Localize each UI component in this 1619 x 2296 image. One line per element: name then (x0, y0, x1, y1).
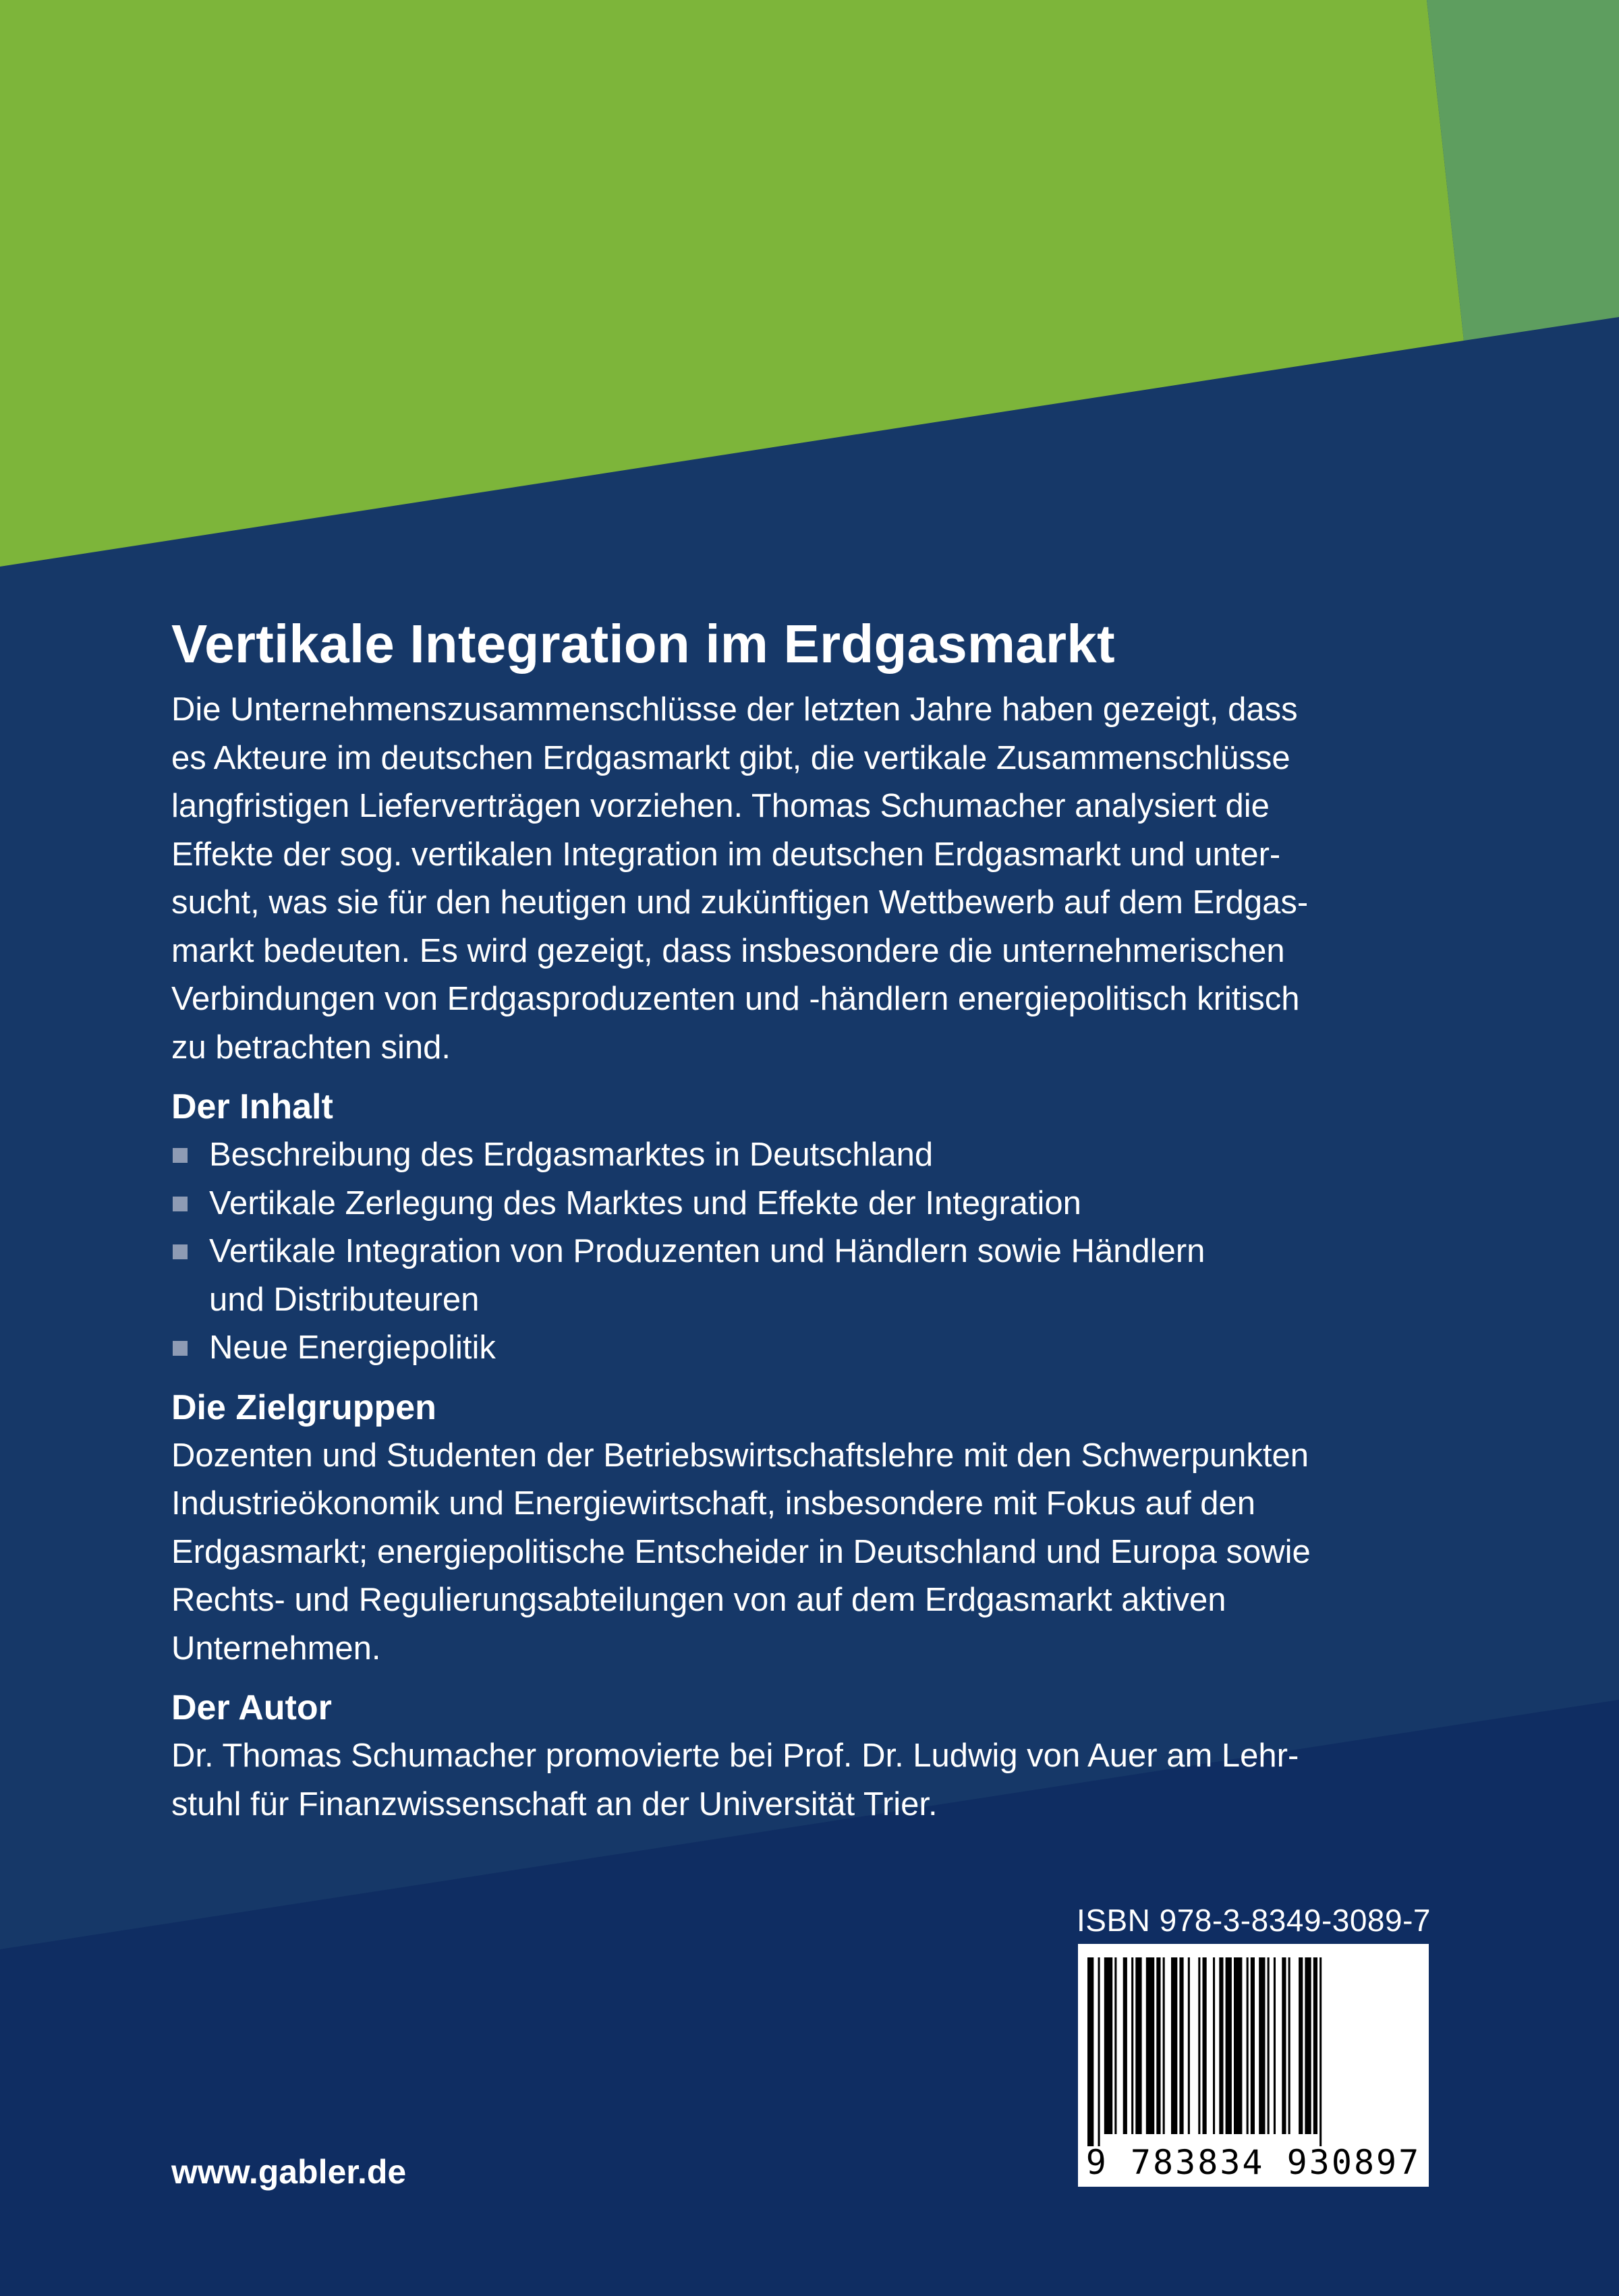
audience-line: Erdgasmarkt; energiepolitische Entscheider in Deutschland und Europa sowie (171, 1533, 1311, 1570)
barcode-bar (1087, 1957, 1093, 2146)
description-line: es Akteure im deutschen Erdgasmarkt gibt, die vertikale Zusammenschlüsse (171, 739, 1290, 776)
barcode-bar (1098, 1957, 1100, 2146)
back-cover-text (171, 610, 1460, 1829)
bullet-square-icon (173, 1341, 188, 1356)
bullet-square-icon (173, 1244, 188, 1259)
barcode-bar (1268, 1957, 1270, 2134)
contents-heading: Der Inhalt (171, 1087, 333, 1126)
barcode-bar (1288, 1957, 1290, 2134)
barcode-bar (1226, 1957, 1232, 2134)
book-title: Vertikale Integration im Erdgasmarkt (171, 614, 1115, 674)
description-line: zu betrachten sind. (171, 1029, 451, 1066)
audience-line: Dozenten und Studenten der Betriebswirtschaftslehre mit den Schwerpunkten (171, 1437, 1309, 1474)
audience-heading: Die Zielgruppen (171, 1387, 436, 1427)
description-line: Die Unternehmenszusammenschlüsse der letzten Jahre haben gezeigt, dass (171, 691, 1298, 728)
isbn-label: ISBN 978-3-8349-3089-7 (1077, 1903, 1431, 1938)
list-item-text: Beschreibung des Erdgasmarktes in Deutschland (209, 1137, 934, 1173)
author-line: stuhl für Finanzwissenschaft an der Universität Trier. (171, 1785, 938, 1823)
audience-line: Industrieökonomik und Energiewirtschaft, insbesondere mit Fokus auf den (171, 1485, 1255, 1522)
barcode-bar (1251, 1957, 1255, 2134)
description-line: sucht, was sie für den heutigen und zukünftigen Wettbewerb auf dem Erdgas- (171, 884, 1309, 921)
barcode-bar (1114, 1957, 1116, 2134)
barcode-bar (1247, 1957, 1249, 2134)
barcode-bar (1131, 1957, 1133, 2134)
description-line: markt bedeuten. Es wird gezeigt, dass insbesondere die unternehmerischen (171, 932, 1285, 969)
barcode-bar (1259, 1957, 1265, 2134)
barcode-bar (1135, 1957, 1141, 2134)
barcode (1078, 1944, 1429, 2187)
barcode-bar (1313, 1957, 1317, 2134)
contents-list (171, 1131, 1460, 1373)
list-item (171, 1324, 1460, 1373)
description (171, 686, 1460, 1072)
author-line: Dr. Thomas Schumacher promovierte bei Prof. Dr. Ludwig von Auer am Lehr- (171, 1738, 1299, 1774)
list-item-text: Neue Energiepolitik (209, 1329, 496, 1366)
bullet-square-icon (173, 1197, 188, 1211)
barcode-bar (1146, 1957, 1154, 2134)
list-item-text: Vertikale Zerlegung des Marktes und Effekte der Integration (209, 1184, 1081, 1222)
barcode-bar (1198, 1957, 1200, 2134)
description-line: langfristigen Lieferverträgen vorziehen. Thomas Schumacher analysiert die (171, 788, 1270, 824)
list-item-text: und Distributeuren (209, 1281, 480, 1318)
barcode-bar (1282, 1957, 1286, 2134)
barcode-bar (1305, 1957, 1311, 2134)
barcode-bar (1219, 1957, 1223, 2134)
barcode-bar (1104, 1957, 1112, 2134)
list-item (171, 1131, 1460, 1180)
barcode-bar (1123, 1957, 1127, 2134)
list-item-text: Vertikale Integration von Produzenten und Händlern sowie Händlern (209, 1233, 1205, 1269)
barcode-bar (1274, 1957, 1276, 2134)
audience-line: Rechts- und Regulierungsabteilungen von auf dem Erdgasmarkt aktiven (171, 1582, 1226, 1618)
description-line: Effekte der sog. vertikalen Integration im deutschen Erdgasmarkt und unter- (171, 836, 1281, 873)
barcode-bar (1319, 1957, 1322, 2146)
barcode-bar (1163, 1957, 1165, 2134)
barcode-bars-icon (1078, 1944, 1429, 2146)
barcode-bar (1171, 1957, 1177, 2134)
barcode-bar (1299, 1957, 1303, 2134)
barcode-bar (1203, 1957, 1207, 2134)
author-heading: Der Autor (171, 1688, 332, 1727)
description-line: Verbindungen von Erdgasproduzenten und -händlern energiepolitisch kritisch (171, 981, 1300, 1017)
audience-text (171, 1432, 1460, 1673)
list-item (171, 1180, 1460, 1228)
barcode-number: 9 783834 930897 (1085, 2143, 1421, 2182)
barcode-bar (1188, 1957, 1190, 2134)
publisher-website: www.gabler.de (171, 2153, 407, 2191)
list-item (171, 1228, 1460, 1324)
audience-line: Unternehmen. (171, 1630, 381, 1667)
barcode-bar (1179, 1957, 1183, 2134)
barcode-bar (1234, 1957, 1242, 2134)
author-text (171, 1732, 1460, 1829)
barcode-bar (1156, 1957, 1160, 2134)
barcode-bar (1213, 1957, 1215, 2134)
bullet-square-icon (173, 1148, 188, 1163)
